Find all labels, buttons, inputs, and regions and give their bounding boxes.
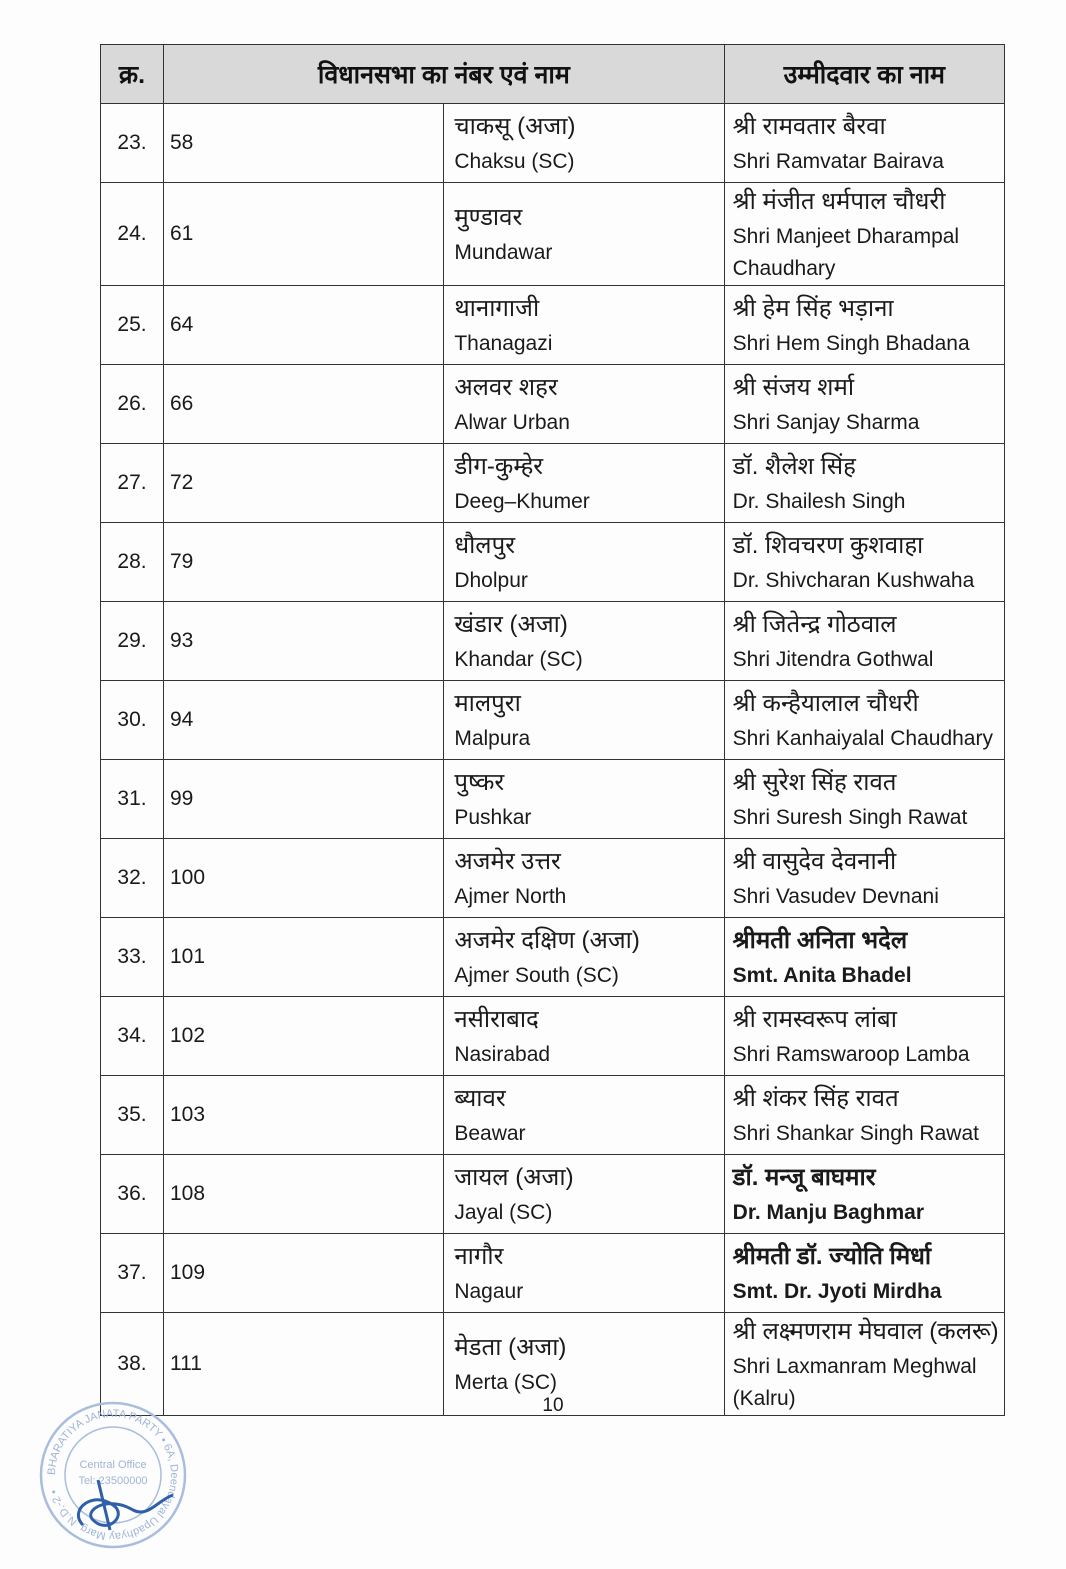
constituency-name-hindi: मेडता (अजा) bbox=[454, 1334, 567, 1361]
constituency-name bbox=[444, 918, 724, 997]
candidate-name bbox=[724, 681, 1004, 760]
constituency-number: 72 bbox=[164, 444, 444, 523]
candidate-name-hindi: श्री लक्ष्मणराम मेघवाल (कलरू) bbox=[732, 1318, 999, 1345]
constituency-name-english: Khandar (SC) bbox=[454, 648, 583, 671]
candidate-name bbox=[724, 104, 1004, 183]
stamp-line2: Tel: 23500000 bbox=[78, 1475, 148, 1487]
serial-number: 38. bbox=[101, 1313, 164, 1416]
serial-number: 33. bbox=[101, 918, 164, 997]
constituency-name-hindi: जायल (अजा) bbox=[454, 1164, 574, 1191]
table-row bbox=[101, 444, 1005, 523]
header-candidate: उम्मीदवार का नाम bbox=[724, 45, 1004, 104]
constituency-name-english: Ajmer South (SC) bbox=[454, 964, 619, 987]
serial-number: 30. bbox=[101, 681, 164, 760]
candidate-name-hindi: श्री कन्हैयालाल चौधरी bbox=[732, 690, 919, 717]
constituency-name bbox=[444, 760, 724, 839]
candidate-name-hindi: डॉ. मन्जू बाघमार bbox=[732, 1164, 876, 1191]
constituency-number: 108 bbox=[164, 1155, 444, 1234]
table-header-row bbox=[101, 45, 1005, 104]
constituency-name-hindi: नसीराबाद bbox=[454, 1006, 539, 1033]
constituency-name-hindi: अलवर शहर bbox=[454, 374, 558, 401]
constituency-name-english: Ajmer North bbox=[454, 885, 567, 908]
constituency-number: 79 bbox=[164, 523, 444, 602]
table-row bbox=[101, 365, 1005, 444]
header-constituency: विधानसभा का नंबर एवं नाम bbox=[164, 45, 725, 104]
constituency-name-hindi: मालपुरा bbox=[454, 690, 521, 717]
table-row bbox=[101, 839, 1005, 918]
candidate-name-english: Shri Ramvatar Bairava bbox=[732, 150, 944, 173]
constituency-number: 64 bbox=[164, 286, 444, 365]
candidate-name bbox=[724, 839, 1004, 918]
constituency-name-english: Nagaur bbox=[454, 1280, 524, 1303]
constituency-number: 103 bbox=[164, 1076, 444, 1155]
candidate-name-english: Dr. Manju Baghmar bbox=[732, 1201, 925, 1224]
candidate-name-hindi: श्री संजय शर्मा bbox=[732, 374, 855, 401]
serial-number: 37. bbox=[101, 1234, 164, 1313]
table-row bbox=[101, 681, 1005, 760]
constituency-name-english: Chaksu (SC) bbox=[454, 150, 575, 173]
constituency-name bbox=[444, 1155, 724, 1234]
serial-number: 29. bbox=[101, 602, 164, 681]
constituency-name bbox=[444, 183, 724, 286]
candidate-name-hindi: श्री मंजीत धर्मपाल चौधरी bbox=[732, 188, 946, 215]
candidate-name-english: Shri Ramswaroop Lamba bbox=[732, 1043, 970, 1066]
candidate-name-hindi: श्रीमती अनिता भदेल bbox=[732, 927, 908, 954]
constituency-name-hindi: मुण्डावर bbox=[454, 204, 523, 231]
candidate-name-hindi: श्रीमती डॉ. ज्योति मिर्धा bbox=[732, 1243, 932, 1270]
constituency-name-hindi: धौलपुर bbox=[454, 532, 516, 559]
constituency-name-english: Thanagazi bbox=[454, 332, 553, 355]
candidate-name-hindi: श्री रामस्वरूप लांबा bbox=[732, 1006, 897, 1033]
constituency-number: 102 bbox=[164, 997, 444, 1076]
constituency-number: 58 bbox=[164, 104, 444, 183]
constituency-name-english: Alwar Urban bbox=[454, 411, 570, 434]
serial-number: 34. bbox=[101, 997, 164, 1076]
table-row bbox=[101, 918, 1005, 997]
candidate-name-hindi: डॉ. शिवचरण कुशवाहा bbox=[732, 532, 924, 559]
candidate-name-hindi: डॉ. शैलेश सिंह bbox=[732, 453, 856, 480]
constituency-name-english: Malpura bbox=[454, 727, 531, 750]
candidate-name bbox=[724, 997, 1004, 1076]
constituency-name bbox=[444, 602, 724, 681]
constituency-name bbox=[444, 365, 724, 444]
table-row bbox=[101, 1234, 1005, 1313]
serial-number: 32. bbox=[101, 839, 164, 918]
constituency-number: 111 bbox=[164, 1313, 444, 1416]
table-row bbox=[101, 183, 1005, 286]
candidate-name-hindi: श्री जितेन्द्र गोठवाल bbox=[732, 611, 897, 638]
constituency-name-hindi: थानागाजी bbox=[454, 295, 540, 322]
candidate-name bbox=[724, 602, 1004, 681]
table-row bbox=[101, 1155, 1005, 1234]
constituency-name-english: Mundawar bbox=[454, 241, 553, 264]
candidate-name bbox=[724, 523, 1004, 602]
candidate-name-english: Shri Hem Singh Bhadana bbox=[732, 332, 970, 355]
candidate-name-english: Shri Suresh Singh Rawat bbox=[732, 806, 968, 829]
constituency-name-hindi: नागौर bbox=[454, 1243, 504, 1270]
candidate-name-english: Smt. Anita Bhadel bbox=[732, 964, 912, 987]
constituency-name-english: Merta (SC) bbox=[454, 1371, 558, 1394]
candidate-name bbox=[724, 1155, 1004, 1234]
table-row bbox=[101, 523, 1005, 602]
candidate-name-hindi: श्री सुरेश सिंह रावत bbox=[732, 769, 897, 796]
candidate-name bbox=[724, 183, 1004, 286]
candidate-name-english: Dr. Shailesh Singh bbox=[732, 490, 906, 513]
constituency-name-english: Beawar bbox=[454, 1122, 526, 1145]
candidate-name-hindi: श्री रामवतार बैरवा bbox=[732, 113, 886, 140]
constituency-name-hindi: खंडार (अजा) bbox=[454, 611, 568, 638]
candidate-name bbox=[724, 365, 1004, 444]
candidate-name bbox=[724, 918, 1004, 997]
candidate-name-english: Dr. Shivcharan Kushwaha bbox=[732, 569, 975, 592]
constituency-name-hindi: ब्यावर bbox=[454, 1085, 506, 1112]
stamp-line1: Central Office bbox=[79, 1459, 147, 1471]
candidate-name-english: Smt. Dr. Jyoti Mirdha bbox=[732, 1280, 942, 1303]
table-row bbox=[101, 602, 1005, 681]
candidate-name-english: Shri Vasudev Devnani bbox=[732, 885, 939, 908]
candidate-name bbox=[724, 1076, 1004, 1155]
constituency-name bbox=[444, 997, 724, 1076]
constituency-number: 99 bbox=[164, 760, 444, 839]
serial-number: 35. bbox=[101, 1076, 164, 1155]
stamp-ring-text: BHARATIYA JANATA PARTY • 6A, Deendayal Upadhyay Marg, N.D.-2 • bbox=[45, 1407, 181, 1543]
constituency-name bbox=[444, 1234, 724, 1313]
serial-number: 27. bbox=[101, 444, 164, 523]
candidate-name bbox=[724, 286, 1004, 365]
serial-number: 23. bbox=[101, 104, 164, 183]
constituency-number: 100 bbox=[164, 839, 444, 918]
constituency-name bbox=[444, 104, 724, 183]
candidate-name-hindi: श्री वासुदेव देवनानी bbox=[732, 848, 897, 875]
candidate-name bbox=[724, 760, 1004, 839]
candidate-name-english: Shri Kanhaiyalal Chaudhary bbox=[732, 727, 993, 750]
constituency-name bbox=[444, 523, 724, 602]
candidate-table bbox=[100, 44, 1005, 1416]
candidate-name-english: Shri Sanjay Sharma bbox=[732, 411, 920, 434]
constituency-name bbox=[444, 681, 724, 760]
constituency-name-hindi: अजमेर दक्षिण (अजा) bbox=[454, 927, 640, 954]
constituency-name-english: Nasirabad bbox=[454, 1043, 551, 1066]
table-row bbox=[101, 997, 1005, 1076]
constituency-name bbox=[444, 839, 724, 918]
page-number: 10 bbox=[542, 1395, 564, 1416]
constituency-name-hindi: डीग-कुम्हेर bbox=[454, 453, 544, 480]
constituency-name bbox=[444, 444, 724, 523]
table-row bbox=[101, 104, 1005, 183]
constituency-number: 101 bbox=[164, 918, 444, 997]
constituency-name-hindi: अजमेर उत्तर bbox=[454, 848, 561, 875]
candidate-name-english: Shri Manjeet Dharampal Chaudhary bbox=[732, 225, 960, 280]
constituency-name bbox=[444, 286, 724, 365]
table-row bbox=[101, 760, 1005, 839]
serial-number: 24. bbox=[101, 183, 164, 286]
serial-number: 28. bbox=[101, 523, 164, 602]
constituency-name bbox=[444, 1076, 724, 1155]
constituency-number: 93 bbox=[164, 602, 444, 681]
serial-number: 31. bbox=[101, 760, 164, 839]
header-serial: क्र. bbox=[101, 45, 164, 104]
candidate-name bbox=[724, 1234, 1004, 1313]
constituency-number: 61 bbox=[164, 183, 444, 286]
serial-number: 36. bbox=[101, 1155, 164, 1234]
constituency-name-english: Jayal (SC) bbox=[454, 1201, 553, 1224]
constituency-name-english: Pushkar bbox=[454, 806, 532, 829]
constituency-number: 94 bbox=[164, 681, 444, 760]
candidate-name-english: Shri Laxmanram Meghwal (Kalru) bbox=[732, 1355, 977, 1410]
party-stamp bbox=[38, 1400, 188, 1550]
serial-number: 26. bbox=[101, 365, 164, 444]
constituency-name-english: Dholpur bbox=[454, 569, 528, 592]
candidate-name-hindi: श्री शंकर सिंह रावत bbox=[732, 1085, 899, 1112]
constituency-name-hindi: पुष्कर bbox=[454, 769, 505, 796]
constituency-name-hindi: चाकसू (अजा) bbox=[454, 113, 576, 140]
candidate-name bbox=[724, 444, 1004, 523]
candidate-name-hindi: श्री हेम सिंह भड़ाना bbox=[732, 295, 894, 322]
candidate-name-english: Shri Shankar Singh Rawat bbox=[732, 1122, 979, 1145]
serial-number: 25. bbox=[101, 286, 164, 365]
table-row bbox=[101, 1076, 1005, 1155]
constituency-number: 66 bbox=[164, 365, 444, 444]
constituency-name-english: Deeg–Khumer bbox=[454, 490, 590, 513]
constituency-number: 109 bbox=[164, 1234, 444, 1313]
candidate-name-english: Shri Jitendra Gothwal bbox=[732, 648, 934, 671]
table-row bbox=[101, 286, 1005, 365]
